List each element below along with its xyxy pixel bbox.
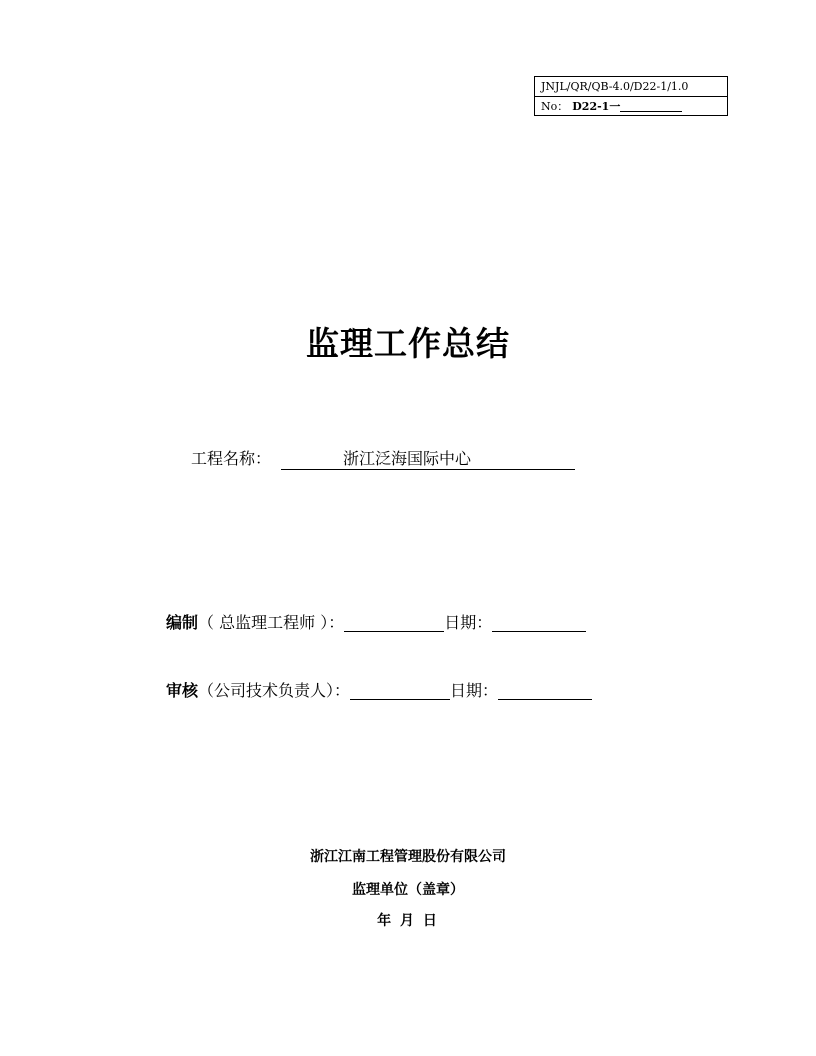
- compile-signature-blank: [344, 613, 444, 632]
- footer-date: 年 月 日: [377, 913, 439, 929]
- review-date-label: 日期：: [450, 681, 499, 700]
- seal-label: 监理单位（盖章）: [352, 882, 464, 898]
- compile-date-blank: [492, 613, 586, 632]
- review-signature-blank: [350, 681, 450, 700]
- document-number-blank: [620, 99, 682, 112]
- document-code: JNJL/QR/QB-4.0/D22-1/1.0: [535, 77, 727, 97]
- document-code-box: [534, 76, 728, 116]
- project-name-label: 工程名称：: [191, 449, 272, 468]
- compile-role: （ 总监理工程师 ）：: [198, 613, 345, 632]
- review-date-blank: [498, 681, 592, 700]
- compile-line: [166, 610, 586, 633]
- document-number-label: No：: [541, 100, 569, 113]
- project-name-value: 浙江泛海国际中心: [281, 449, 575, 470]
- document-number-value: D22-1一: [572, 100, 621, 113]
- review-role: （公司技术负责人）：: [198, 681, 351, 700]
- review-label: 审核: [166, 681, 199, 700]
- company-name: 浙江江南工程管理股份有限公司: [310, 849, 506, 865]
- document-title: 监理工作总结: [306, 324, 510, 363]
- project-name-line: [191, 446, 575, 470]
- document-number-row: [535, 97, 727, 116]
- review-line: [166, 678, 592, 701]
- compile-date-label: 日期：: [444, 613, 493, 632]
- compile-label: 编制: [166, 613, 199, 632]
